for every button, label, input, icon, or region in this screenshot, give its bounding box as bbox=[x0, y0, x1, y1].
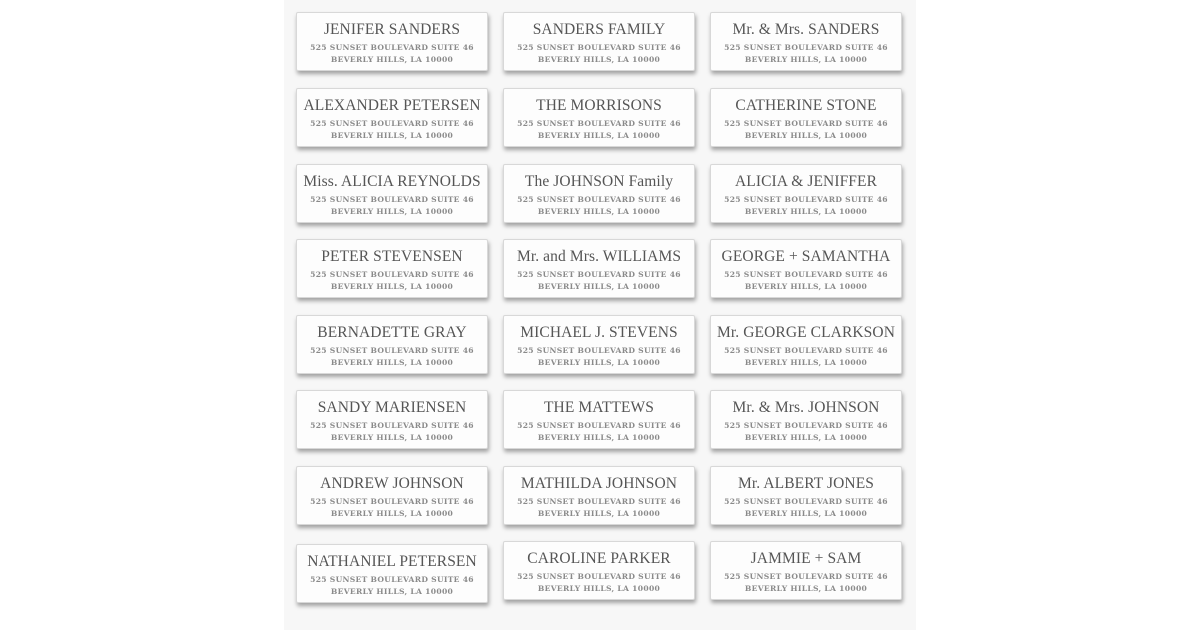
label-address-line2: BEVERLY HILLS, LA 10000 bbox=[744, 206, 868, 216]
label-name: ALEXANDER PETERSEN bbox=[303, 97, 481, 114]
label-address-line1: 525 SUNSET BOULEVARD SUITE 46 bbox=[724, 119, 888, 128]
label-address-line1: 525 SUNSET BOULEVARD SUITE 46 bbox=[724, 346, 888, 355]
label-address-line1: 525 SUNSET BOULEVARD SUITE 46 bbox=[310, 346, 474, 355]
address-label bbox=[710, 315, 902, 374]
label-name: CAROLINE PARKER bbox=[527, 550, 671, 567]
label-name: Mr. ALBERT JONES bbox=[737, 475, 875, 492]
address-label bbox=[503, 315, 695, 374]
label-name: Mr. & Mrs. JOHNSON bbox=[732, 399, 880, 416]
address-label bbox=[710, 88, 902, 147]
label-name: SANDY MARIENSEN bbox=[317, 399, 467, 416]
address-label bbox=[296, 315, 488, 374]
label-address-line1: 525 SUNSET BOULEVARD SUITE 46 bbox=[724, 195, 888, 204]
label-address-line2: BEVERLY HILLS, LA 10000 bbox=[744, 508, 868, 518]
label-name: GEORGE + SAMANTHA bbox=[721, 248, 891, 265]
label-address-line1: 525 SUNSET BOULEVARD SUITE 46 bbox=[310, 575, 474, 584]
address-label bbox=[503, 12, 695, 71]
address-label bbox=[503, 541, 695, 600]
label-address-line1: 525 SUNSET BOULEVARD SUITE 46 bbox=[310, 421, 474, 430]
label-address-line1: 525 SUNSET BOULEVARD SUITE 46 bbox=[310, 119, 474, 128]
label-name: CATHERINE STONE bbox=[735, 97, 877, 114]
label-address-line2: BEVERLY HILLS, LA 10000 bbox=[744, 54, 868, 64]
label-address-line1: 525 SUNSET BOULEVARD SUITE 46 bbox=[724, 572, 888, 581]
label-address-line2: BEVERLY HILLS, LA 10000 bbox=[537, 281, 661, 291]
label-address-line2: BEVERLY HILLS, LA 10000 bbox=[744, 357, 868, 367]
address-label bbox=[503, 466, 695, 525]
label-address-line1: 525 SUNSET BOULEVARD SUITE 46 bbox=[724, 43, 888, 52]
label-address-line1: 525 SUNSET BOULEVARD SUITE 46 bbox=[724, 497, 888, 506]
label-address-line2: BEVERLY HILLS, LA 10000 bbox=[330, 432, 454, 442]
address-label bbox=[296, 164, 488, 223]
label-address-line2: BEVERLY HILLS, LA 10000 bbox=[330, 281, 454, 291]
address-label bbox=[296, 12, 488, 71]
label-address-line1: 525 SUNSET BOULEVARD SUITE 46 bbox=[724, 421, 888, 430]
label-address-line2: BEVERLY HILLS, LA 10000 bbox=[330, 206, 454, 216]
label-address-line2: BEVERLY HILLS, LA 10000 bbox=[330, 54, 454, 64]
label-name: BERNADETTE GRAY bbox=[317, 324, 467, 341]
label-address-line1: 525 SUNSET BOULEVARD SUITE 46 bbox=[724, 270, 888, 279]
label-address-line2: BEVERLY HILLS, LA 10000 bbox=[537, 54, 661, 64]
label-name: Mr. & Mrs. SANDERS bbox=[732, 21, 880, 38]
label-name: The JOHNSON Family bbox=[524, 173, 674, 190]
label-name: ALICIA & JENIFFER bbox=[734, 173, 878, 190]
address-label bbox=[296, 88, 488, 147]
label-address-line1: 525 SUNSET BOULEVARD SUITE 46 bbox=[517, 270, 681, 279]
address-label bbox=[503, 164, 695, 223]
address-label bbox=[710, 239, 902, 298]
label-address-line1: 525 SUNSET BOULEVARD SUITE 46 bbox=[310, 497, 474, 506]
label-address-line1: 525 SUNSET BOULEVARD SUITE 46 bbox=[310, 43, 474, 52]
address-label bbox=[710, 541, 902, 600]
label-name: Mr. and Mrs. WILLIAMS bbox=[516, 248, 682, 265]
label-address-line2: BEVERLY HILLS, LA 10000 bbox=[537, 206, 661, 216]
address-label bbox=[710, 466, 902, 525]
label-address-line1: 525 SUNSET BOULEVARD SUITE 46 bbox=[310, 270, 474, 279]
label-address-line2: BEVERLY HILLS, LA 10000 bbox=[330, 357, 454, 367]
label-address-line1: 525 SUNSET BOULEVARD SUITE 46 bbox=[517, 346, 681, 355]
label-address-line1: 525 SUNSET BOULEVARD SUITE 46 bbox=[517, 497, 681, 506]
label-name: JAMMIE + SAM bbox=[750, 550, 862, 567]
label-address-line2: BEVERLY HILLS, LA 10000 bbox=[330, 508, 454, 518]
label-address-line1: 525 SUNSET BOULEVARD SUITE 46 bbox=[517, 119, 681, 128]
address-label bbox=[503, 390, 695, 449]
label-address-line2: BEVERLY HILLS, LA 10000 bbox=[537, 583, 661, 593]
label-address-line2: BEVERLY HILLS, LA 10000 bbox=[537, 508, 661, 518]
address-label bbox=[710, 164, 902, 223]
label-address-line2: BEVERLY HILLS, LA 10000 bbox=[537, 130, 661, 140]
label-address-line1: 525 SUNSET BOULEVARD SUITE 46 bbox=[517, 43, 681, 52]
label-address-line1: 525 SUNSET BOULEVARD SUITE 46 bbox=[517, 572, 681, 581]
label-name: JENIFER SANDERS bbox=[323, 21, 461, 38]
label-address-line2: BEVERLY HILLS, LA 10000 bbox=[537, 357, 661, 367]
label-address-line2: BEVERLY HILLS, LA 10000 bbox=[744, 130, 868, 140]
label-name: Miss. ALICIA REYNOLDS bbox=[303, 173, 481, 190]
label-address-line2: BEVERLY HILLS, LA 10000 bbox=[744, 583, 868, 593]
label-name: NATHANIEL PETERSEN bbox=[307, 553, 477, 570]
label-address-line2: BEVERLY HILLS, LA 10000 bbox=[330, 130, 454, 140]
address-label bbox=[296, 239, 488, 298]
label-name: THE MATTEWS bbox=[543, 399, 655, 416]
address-label bbox=[710, 12, 902, 71]
label-address-line2: BEVERLY HILLS, LA 10000 bbox=[537, 432, 661, 442]
label-name: MATHILDA JOHNSON bbox=[520, 475, 678, 492]
label-name: PETER STEVENSEN bbox=[321, 248, 463, 265]
label-address-line2: BEVERLY HILLS, LA 10000 bbox=[744, 432, 868, 442]
address-label bbox=[503, 239, 695, 298]
label-address-line1: 525 SUNSET BOULEVARD SUITE 46 bbox=[517, 421, 681, 430]
label-name: MICHAEL J. STEVENS bbox=[520, 324, 678, 341]
label-address-line1: 525 SUNSET BOULEVARD SUITE 46 bbox=[517, 195, 681, 204]
label-address-line2: BEVERLY HILLS, LA 10000 bbox=[744, 281, 868, 291]
label-name: THE MORRISONS bbox=[536, 97, 662, 114]
label-address-line2: BEVERLY HILLS, LA 10000 bbox=[330, 586, 454, 596]
label-name: SANDERS FAMILY bbox=[532, 21, 666, 38]
address-label bbox=[296, 544, 488, 603]
label-name: ANDREW JOHNSON bbox=[320, 475, 464, 492]
address-label bbox=[503, 88, 695, 147]
address-label bbox=[710, 390, 902, 449]
label-name: Mr. GEORGE CLARKSON bbox=[716, 324, 895, 341]
label-address-line1: 525 SUNSET BOULEVARD SUITE 46 bbox=[310, 195, 474, 204]
address-label bbox=[296, 390, 488, 449]
address-label bbox=[296, 466, 488, 525]
